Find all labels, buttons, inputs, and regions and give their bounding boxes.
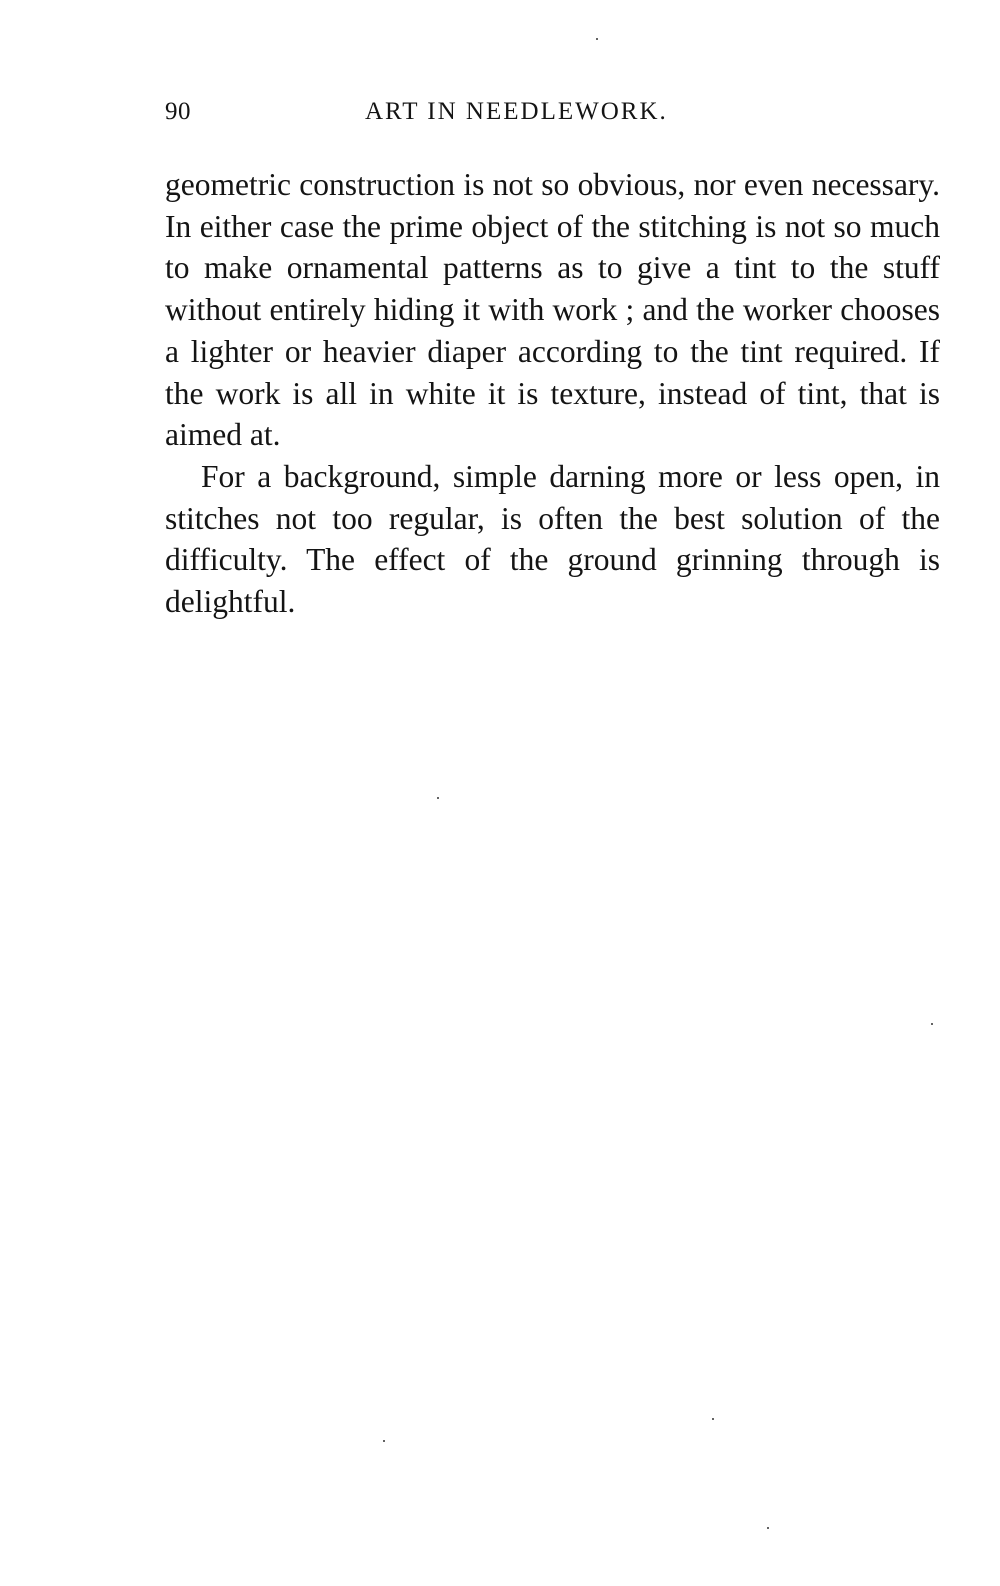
print-speck [437, 797, 439, 799]
body-text [165, 164, 940, 623]
print-speck [596, 38, 598, 40]
running-head [165, 98, 940, 138]
page-number: 90 [165, 98, 191, 125]
print-speck [931, 1023, 933, 1025]
print-speck [712, 1418, 714, 1420]
print-speck [383, 1440, 385, 1442]
paragraph-continued: geometric construction is not so obvious, nor even necessary. In either case the prime object of the stitching is not so much to make ornamental patterns as to give a tint to the stuff without entirely hiding it with work ; and the worker chooses a lighter or heavier diaper according to the tint required. If the work is all in white it is texture, instead of tint, that is aimed at. [165, 167, 940, 453]
paragraph-background: For a background, simple darning more or less open, in stitches not too regular, is often the best solution of the difficulty. The effect of the ground grinning through is delightful. [165, 458, 940, 620]
running-title: ART IN NEEDLEWORK. [365, 98, 668, 125]
print-speck [767, 1527, 769, 1529]
